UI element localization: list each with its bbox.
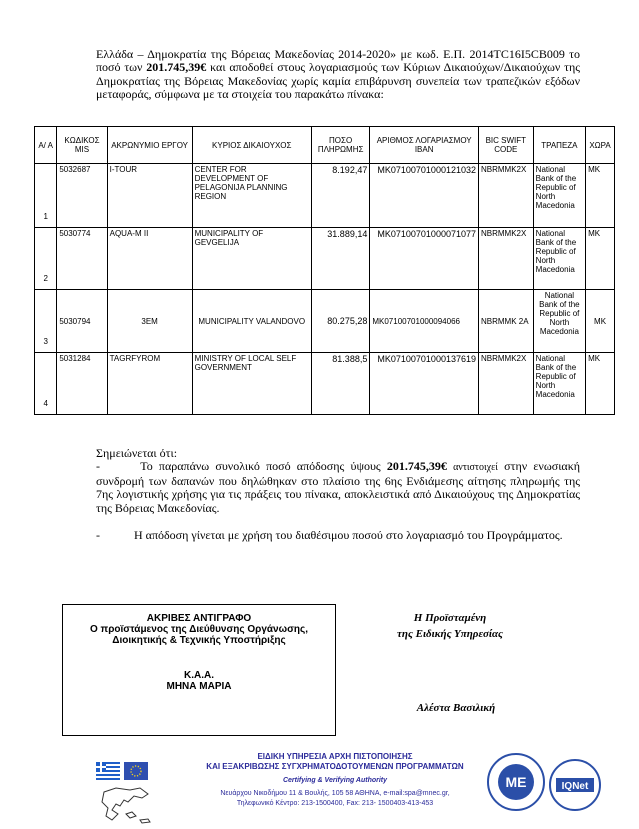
col-header-beneficiary: ΚΥΡΙΟΣ ΔΙΚΑΙΟΥΧΟΣ bbox=[192, 127, 311, 164]
col-header-bic: BIC SWIFT CODE bbox=[478, 127, 533, 164]
cell-amount: 8.192,47 bbox=[311, 164, 369, 228]
cell-iban: MK07100701000071077 bbox=[370, 228, 479, 290]
footer-line: Νευάρχου Νικοδήμου 11 & Βουλής, 105 58 ΑΘΗΝΑ, e-mail:spa@mnec.gr, bbox=[220, 790, 450, 797]
greek-flag-icon bbox=[96, 762, 150, 782]
table-row bbox=[35, 164, 615, 228]
cell-amount: 31.889,14 bbox=[311, 228, 369, 290]
col-header-amount: ΠΟΣΟ ΠΛΗΡΩΜΗΣ bbox=[311, 127, 369, 164]
cell-idx: 2 bbox=[35, 228, 57, 290]
cell-idx: 3 bbox=[35, 290, 57, 353]
signature-title-2: της Ειδικής Υπηρεσίας bbox=[397, 628, 503, 640]
me-certification-logo bbox=[486, 752, 546, 812]
iqnet-logo-text: IQNet bbox=[561, 781, 589, 792]
cell-bank: National Bank of the Republic of North Macedonia bbox=[533, 228, 585, 290]
greece-map-icon bbox=[96, 786, 156, 824]
me-logo-text: ME bbox=[505, 774, 527, 790]
flags-logo bbox=[96, 762, 150, 782]
notes-section: Σημειώνεται ότι: - Το παραπάνω συνολικό ποσό απόδοσης ύψους 201.745,39€ αντιστοιχεί στην ενωσιακή συνδρομή των δαπανών που δηλώθηκαν στο πλαίσιο της 6ης Ενδιάμεσης αίτησης πληρωμής της 7ης λογιστικής χρήσης για τις πράξεις του πίνακα, αποκλειστικά από Δικαιούχους της Δημοκρατίας της Βόρειας Μακεδονίας. - Η απόδοση γίνεται με χρήση του διαθέσιμου ποσού στο λογαριασμό του Προγράμματος. bbox=[96, 446, 581, 543]
col-header-acronym: ΑΚΡΩΝΥΜΙΟ ΕΡΓΟΥ bbox=[107, 127, 192, 164]
dash-bullet: - bbox=[96, 528, 100, 543]
intro-paragraph: Ελλάδα – Δημοκρατία της Βόρειας Μακεδονίας 2014-2020» με κωδ. Ε.Π. 2014TC16I5CB009 το ποσό των 201.745,39€ και αποδοθεί στους λογαριασμούς των Κύριων Δικαιούχων/Δικαιούχων της Δημοκρατίας της Βόρειας Μακεδονίας χωρίς καμία επιβάρυνση συνεπεία των τραπεζικών εξόδων μεταφοράς, σύμφωνα με τα στοιχεία του παρακάτω πίνακα: bbox=[96, 47, 580, 102]
cell-beneficiary: MUNICIPALITY VALANDOVO bbox=[192, 290, 311, 353]
stamp-line: Κ.Α.Α. bbox=[184, 670, 214, 681]
cell-iban: MK07100701000137619 bbox=[370, 353, 479, 415]
cell-bank: National Bank of the Republic of North Macedonia bbox=[533, 164, 585, 228]
footer-line: Certifying & Verifying Authority bbox=[282, 777, 388, 784]
cell-acronym: 3EM bbox=[107, 290, 192, 353]
cell-country: MK bbox=[586, 228, 615, 290]
cell-mis: 5030794 bbox=[57, 290, 107, 353]
eu-flag-icon bbox=[124, 762, 148, 780]
table-header-row bbox=[35, 127, 615, 164]
cell-country: MK bbox=[586, 353, 615, 415]
cell-amount: 81.388,5 bbox=[311, 353, 369, 415]
certified-copy-box bbox=[62, 604, 336, 736]
signature-title-1: Η Προϊσταμένη bbox=[413, 612, 487, 624]
cell-acronym: AQUA-M II bbox=[107, 228, 192, 290]
beneficiaries-table bbox=[34, 126, 615, 415]
iqnet-logo bbox=[548, 758, 602, 812]
cell-amount: 80.275,28 bbox=[311, 290, 369, 353]
cell-bank: National Bank of the Republic of North Macedonia bbox=[533, 353, 585, 415]
notes-amount: 201.745,39€ bbox=[386, 459, 447, 474]
cell-beneficiary: CENTER FOR DEVELOPMENT OF PELAGONIJA PLANNING REGION bbox=[192, 164, 311, 228]
col-header-country: ΧΩΡΑ bbox=[586, 127, 615, 164]
col-header-iban: ΑΡΙΘΜΟΣ ΛΟΓΑΡΙΑΣΜΟΥ IBAN bbox=[370, 127, 479, 164]
stamp-line: Ο προϊστάμενος της Διεύθυνσης Οργάνωσης, bbox=[89, 624, 308, 635]
cell-country: MK bbox=[586, 290, 615, 353]
cell-bic: NBRMMK 2A bbox=[478, 290, 533, 353]
cell-idx: 1 bbox=[35, 164, 57, 228]
col-header-aa: Α/ Α bbox=[35, 127, 57, 164]
signature-name: Αλέστα Βασιλική bbox=[416, 702, 496, 714]
col-header-mis: ΚΩΔΙΚΟΣ MIS bbox=[57, 127, 107, 164]
cell-iban: MK07100701000094066 bbox=[370, 290, 479, 353]
footer-line: ΚΑΙ ΕΞΑΚΡΙΒΩΣΗΣ ΣΥΓΧΡΗΜΑΤΟΔΟΤΟΥΜΕΝΩΝ ΠΡΟΓΡΑΜΜΑΤΩΝ bbox=[206, 762, 464, 771]
dash-bullet: - bbox=[96, 459, 100, 474]
footer-address-block bbox=[196, 752, 474, 809]
cell-bic: NBRMMK2X bbox=[478, 228, 533, 290]
intro-amount: 201.745,39€ bbox=[146, 60, 207, 75]
stamp-line: Διοικητικής & Τεχνικής Υποστήριξης bbox=[112, 635, 286, 646]
cell-mis: 5031284 bbox=[57, 353, 107, 415]
footer-line: Τηλεφωνικό Κέντρο: 213-1500400, Fax: 213- 1500403-413-453 bbox=[236, 800, 434, 807]
cell-idx: 4 bbox=[35, 353, 57, 415]
cell-country: MK bbox=[586, 164, 615, 228]
stamp-line: ΜΗΝΑ ΜΑΡΙΑ bbox=[166, 681, 232, 692]
cell-mis: 5030774 bbox=[57, 228, 107, 290]
table-row bbox=[35, 353, 615, 415]
cell-mis: 5032687 bbox=[57, 164, 107, 228]
cell-acronym: TAGRFYROM bbox=[107, 353, 192, 415]
col-header-bank: ΤΡΑΠΕΖΑ bbox=[533, 127, 585, 164]
stamp-line: ΑΚΡΙΒΕΣ ΑΝΤΙΓΡΑΦΟ bbox=[146, 613, 252, 624]
cell-acronym: I-TOUR bbox=[107, 164, 192, 228]
cell-beneficiary: MUNICIPALITY OF GEVGELIJA bbox=[192, 228, 311, 290]
notes-heading: Σημειώνεται ότι: bbox=[96, 446, 178, 460]
cell-iban: MK07100701000121032 bbox=[370, 164, 479, 228]
cell-bic: NBRMMK2X bbox=[478, 164, 533, 228]
table-row bbox=[35, 290, 615, 353]
cell-beneficiary: MINISTRY OF LOCAL SELF GOVERNMENT bbox=[192, 353, 311, 415]
table-row bbox=[35, 228, 615, 290]
cell-bank: National Bank of the Republic of North Macedonia bbox=[533, 290, 585, 353]
footer-line: ΕΙΔΙΚΗ ΥΠΗΡΕΣΙΑ ΑΡΧΗ ΠΙΣΤΟΠΟΙΗΣΗΣ bbox=[257, 752, 413, 761]
cell-bic: NBRMMK2X bbox=[478, 353, 533, 415]
